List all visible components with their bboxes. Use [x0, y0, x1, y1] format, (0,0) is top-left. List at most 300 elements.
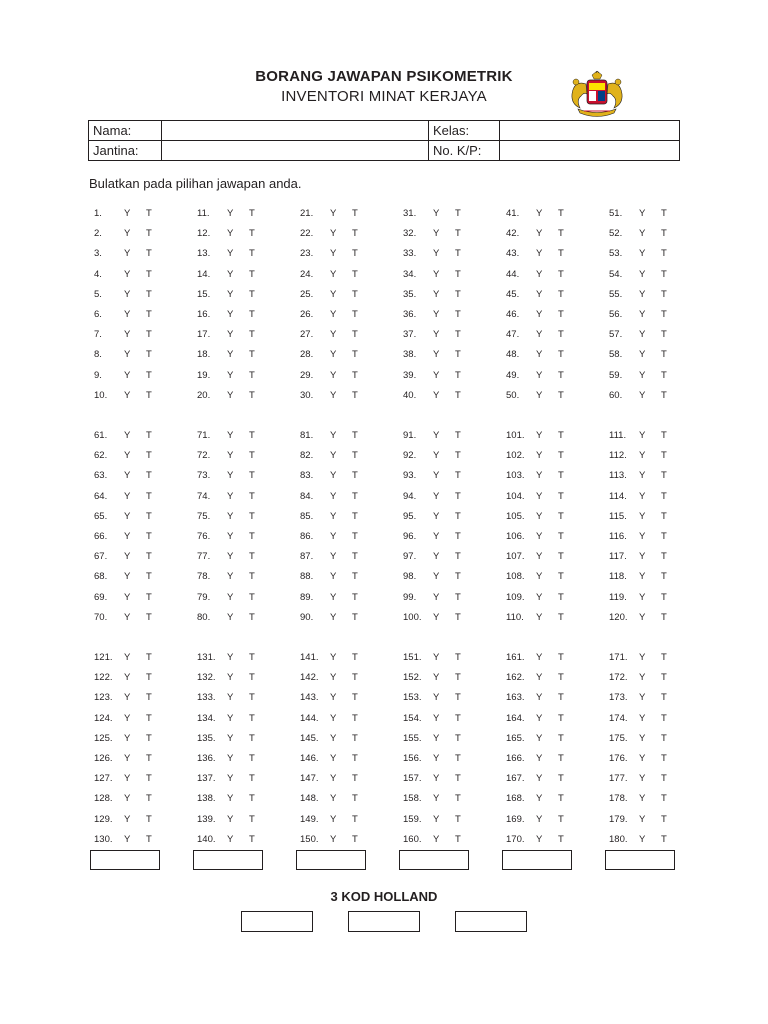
answer-option-no[interactable]: T: [146, 793, 152, 805]
answer-option-no[interactable]: T: [249, 773, 255, 785]
answer-option-yes[interactable]: Y: [536, 652, 543, 663]
answer-option-no[interactable]: T: [146, 369, 152, 381]
answer-option-yes[interactable]: Y: [433, 833, 440, 845]
answer-option-no[interactable]: T: [352, 611, 358, 623]
answer-option-no[interactable]: T: [558, 490, 564, 502]
answer-option-yes[interactable]: Y: [330, 712, 337, 724]
answer-option-no[interactable]: T: [455, 531, 461, 542]
answer-option-yes[interactable]: Y: [433, 773, 440, 785]
answer-option-yes[interactable]: Y: [433, 571, 440, 583]
answer-option-no[interactable]: T: [661, 611, 667, 623]
answer-option-yes[interactable]: Y: [639, 369, 646, 381]
answer-option-yes[interactable]: Y: [433, 793, 440, 805]
answer-option-no[interactable]: T: [455, 732, 461, 744]
answer-option-no[interactable]: T: [146, 551, 152, 563]
answer-option-no[interactable]: T: [249, 248, 255, 260]
answer-option-no[interactable]: T: [249, 753, 255, 764]
answer-option-no[interactable]: T: [249, 712, 255, 724]
answer-option-yes[interactable]: Y: [639, 813, 646, 825]
answer-option-yes[interactable]: Y: [330, 309, 337, 320]
answer-option-yes[interactable]: Y: [124, 652, 131, 663]
answer-option-no[interactable]: T: [146, 268, 152, 280]
answer-option-no[interactable]: T: [455, 349, 461, 361]
answer-option-no[interactable]: T: [558, 349, 564, 361]
answer-option-no[interactable]: T: [249, 389, 255, 401]
ic-number-field[interactable]: [500, 141, 680, 161]
column-score-box-5[interactable]: [502, 850, 572, 870]
answer-option-yes[interactable]: Y: [433, 753, 440, 764]
answer-option-yes[interactable]: Y: [639, 551, 646, 563]
answer-option-no[interactable]: T: [146, 712, 152, 724]
holland-code-box-3[interactable]: [455, 911, 527, 932]
answer-option-no[interactable]: T: [249, 793, 255, 805]
answer-option-yes[interactable]: Y: [639, 611, 646, 623]
answer-option-no[interactable]: T: [558, 531, 564, 542]
answer-option-no[interactable]: T: [249, 672, 255, 684]
answer-option-no[interactable]: T: [558, 208, 564, 219]
answer-option-yes[interactable]: Y: [124, 571, 131, 583]
answer-option-no[interactable]: T: [661, 753, 667, 764]
answer-option-yes[interactable]: Y: [639, 268, 646, 280]
answer-option-yes[interactable]: Y: [227, 712, 234, 724]
answer-option-no[interactable]: T: [661, 652, 667, 663]
answer-option-no[interactable]: T: [558, 813, 564, 825]
answer-option-yes[interactable]: Y: [639, 773, 646, 785]
answer-option-yes[interactable]: Y: [124, 551, 131, 563]
answer-option-no[interactable]: T: [455, 753, 461, 764]
answer-option-no[interactable]: T: [146, 692, 152, 704]
answer-option-yes[interactable]: Y: [227, 228, 234, 240]
answer-option-no[interactable]: T: [558, 773, 564, 785]
answer-option-no[interactable]: T: [146, 490, 152, 502]
answer-option-yes[interactable]: Y: [536, 833, 543, 845]
answer-option-no[interactable]: T: [146, 349, 152, 361]
answer-option-yes[interactable]: Y: [227, 793, 234, 805]
answer-option-no[interactable]: T: [661, 228, 667, 240]
answer-option-no[interactable]: T: [249, 611, 255, 623]
answer-option-no[interactable]: T: [249, 450, 255, 462]
answer-option-yes[interactable]: Y: [433, 510, 440, 522]
answer-option-yes[interactable]: Y: [330, 692, 337, 704]
answer-option-no[interactable]: T: [661, 450, 667, 462]
answer-option-yes[interactable]: Y: [227, 672, 234, 684]
answer-option-yes[interactable]: Y: [433, 268, 440, 280]
answer-option-no[interactable]: T: [455, 268, 461, 280]
answer-option-no[interactable]: T: [352, 470, 358, 482]
answer-option-no[interactable]: T: [146, 611, 152, 623]
answer-option-yes[interactable]: Y: [536, 389, 543, 401]
column-score-box-6[interactable]: [605, 850, 675, 870]
answer-option-yes[interactable]: Y: [124, 732, 131, 744]
answer-option-yes[interactable]: Y: [433, 389, 440, 401]
answer-option-no[interactable]: T: [146, 309, 152, 320]
answer-option-yes[interactable]: Y: [433, 228, 440, 240]
class-field[interactable]: [500, 121, 680, 141]
answer-option-no[interactable]: T: [249, 510, 255, 522]
answer-option-yes[interactable]: Y: [639, 208, 646, 219]
answer-option-no[interactable]: T: [661, 571, 667, 583]
answer-option-yes[interactable]: Y: [124, 288, 131, 300]
answer-option-yes[interactable]: Y: [536, 329, 543, 341]
answer-option-yes[interactable]: Y: [536, 813, 543, 825]
answer-option-yes[interactable]: Y: [227, 692, 234, 704]
answer-option-no[interactable]: T: [455, 389, 461, 401]
answer-option-yes[interactable]: Y: [433, 611, 440, 623]
answer-option-yes[interactable]: Y: [124, 369, 131, 381]
answer-option-yes[interactable]: Y: [433, 288, 440, 300]
answer-option-no[interactable]: T: [558, 591, 564, 603]
answer-option-yes[interactable]: Y: [536, 470, 543, 482]
answer-option-yes[interactable]: Y: [536, 591, 543, 603]
answer-option-yes[interactable]: Y: [227, 510, 234, 522]
answer-option-yes[interactable]: Y: [330, 268, 337, 280]
answer-option-yes[interactable]: Y: [124, 430, 131, 441]
answer-option-yes[interactable]: Y: [536, 773, 543, 785]
answer-option-yes[interactable]: Y: [536, 490, 543, 502]
answer-option-no[interactable]: T: [455, 551, 461, 563]
answer-option-yes[interactable]: Y: [639, 591, 646, 603]
answer-option-no[interactable]: T: [455, 692, 461, 704]
answer-option-yes[interactable]: Y: [639, 510, 646, 522]
answer-option-yes[interactable]: Y: [124, 349, 131, 361]
answer-option-yes[interactable]: Y: [433, 369, 440, 381]
answer-option-no[interactable]: T: [661, 732, 667, 744]
answer-option-yes[interactable]: Y: [536, 268, 543, 280]
answer-option-no[interactable]: T: [455, 712, 461, 724]
answer-option-yes[interactable]: Y: [639, 793, 646, 805]
answer-option-no[interactable]: T: [352, 510, 358, 522]
answer-option-yes[interactable]: Y: [536, 369, 543, 381]
answer-option-no[interactable]: T: [352, 692, 358, 704]
answer-option-yes[interactable]: Y: [124, 450, 131, 462]
answer-option-no[interactable]: T: [455, 288, 461, 300]
answer-option-yes[interactable]: Y: [124, 389, 131, 401]
answer-option-no[interactable]: T: [558, 430, 564, 441]
answer-option-yes[interactable]: Y: [227, 329, 234, 341]
answer-option-yes[interactable]: Y: [639, 470, 646, 482]
answer-option-no[interactable]: T: [455, 490, 461, 502]
answer-option-yes[interactable]: Y: [639, 288, 646, 300]
answer-option-yes[interactable]: Y: [227, 732, 234, 744]
answer-option-no[interactable]: T: [249, 329, 255, 341]
answer-option-no[interactable]: T: [249, 591, 255, 603]
answer-option-yes[interactable]: Y: [433, 732, 440, 744]
answer-option-no[interactable]: T: [455, 369, 461, 381]
answer-option-no[interactable]: T: [455, 510, 461, 522]
answer-option-yes[interactable]: Y: [639, 248, 646, 260]
answer-option-no[interactable]: T: [146, 773, 152, 785]
answer-option-no[interactable]: T: [455, 309, 461, 320]
answer-option-yes[interactable]: Y: [330, 833, 337, 845]
answer-option-no[interactable]: T: [352, 712, 358, 724]
answer-option-yes[interactable]: Y: [330, 490, 337, 502]
answer-option-yes[interactable]: Y: [227, 248, 234, 260]
answer-option-no[interactable]: T: [661, 793, 667, 805]
answer-option-no[interactable]: T: [352, 813, 358, 825]
answer-option-yes[interactable]: Y: [124, 813, 131, 825]
answer-option-yes[interactable]: Y: [330, 248, 337, 260]
answer-option-yes[interactable]: Y: [330, 672, 337, 684]
answer-option-yes[interactable]: Y: [124, 490, 131, 502]
answer-option-no[interactable]: T: [661, 531, 667, 542]
answer-option-no[interactable]: T: [146, 672, 152, 684]
answer-option-no[interactable]: T: [146, 753, 152, 764]
answer-option-no[interactable]: T: [352, 208, 358, 219]
answer-option-yes[interactable]: Y: [330, 208, 337, 219]
answer-option-no[interactable]: T: [249, 732, 255, 744]
answer-option-no[interactable]: T: [661, 248, 667, 260]
answer-option-yes[interactable]: Y: [227, 833, 234, 845]
answer-option-no[interactable]: T: [558, 288, 564, 300]
answer-option-yes[interactable]: Y: [330, 450, 337, 462]
answer-option-yes[interactable]: Y: [124, 531, 131, 542]
answer-option-yes[interactable]: Y: [330, 329, 337, 341]
answer-option-no[interactable]: T: [352, 309, 358, 320]
answer-option-yes[interactable]: Y: [639, 672, 646, 684]
answer-option-no[interactable]: T: [661, 309, 667, 320]
answer-option-yes[interactable]: Y: [227, 571, 234, 583]
answer-option-yes[interactable]: Y: [124, 268, 131, 280]
answer-option-yes[interactable]: Y: [536, 611, 543, 623]
answer-option-no[interactable]: T: [352, 288, 358, 300]
answer-option-yes[interactable]: Y: [124, 591, 131, 603]
answer-option-no[interactable]: T: [558, 672, 564, 684]
answer-option-no[interactable]: T: [661, 208, 667, 219]
answer-option-yes[interactable]: Y: [124, 773, 131, 785]
answer-option-no[interactable]: T: [558, 470, 564, 482]
answer-option-no[interactable]: T: [352, 753, 358, 764]
answer-option-no[interactable]: T: [352, 430, 358, 441]
answer-option-no[interactable]: T: [146, 571, 152, 583]
answer-option-yes[interactable]: Y: [330, 773, 337, 785]
answer-option-no[interactable]: T: [249, 288, 255, 300]
answer-option-yes[interactable]: Y: [330, 510, 337, 522]
answer-option-no[interactable]: T: [146, 591, 152, 603]
column-score-box-4[interactable]: [399, 850, 469, 870]
answer-option-yes[interactable]: Y: [536, 450, 543, 462]
answer-option-yes[interactable]: Y: [433, 349, 440, 361]
answer-option-no[interactable]: T: [249, 813, 255, 825]
answer-option-no[interactable]: T: [455, 652, 461, 663]
answer-option-yes[interactable]: Y: [433, 450, 440, 462]
answer-option-no[interactable]: T: [661, 490, 667, 502]
answer-option-yes[interactable]: Y: [227, 773, 234, 785]
answer-option-no[interactable]: T: [146, 470, 152, 482]
answer-option-no[interactable]: T: [146, 833, 152, 845]
answer-option-no[interactable]: T: [249, 349, 255, 361]
answer-option-yes[interactable]: Y: [639, 692, 646, 704]
answer-option-yes[interactable]: Y: [124, 793, 131, 805]
answer-option-no[interactable]: T: [558, 793, 564, 805]
answer-option-yes[interactable]: Y: [433, 248, 440, 260]
answer-option-yes[interactable]: Y: [536, 228, 543, 240]
answer-option-no[interactable]: T: [455, 833, 461, 845]
answer-option-no[interactable]: T: [352, 591, 358, 603]
answer-option-no[interactable]: T: [558, 712, 564, 724]
answer-option-no[interactable]: T: [352, 732, 358, 744]
answer-option-no[interactable]: T: [455, 813, 461, 825]
name-field[interactable]: [162, 121, 429, 141]
answer-option-yes[interactable]: Y: [433, 551, 440, 563]
answer-option-no[interactable]: T: [352, 490, 358, 502]
answer-option-no[interactable]: T: [455, 329, 461, 341]
answer-option-no[interactable]: T: [661, 510, 667, 522]
answer-option-no[interactable]: T: [558, 833, 564, 845]
answer-option-no[interactable]: T: [146, 248, 152, 260]
answer-option-yes[interactable]: Y: [536, 208, 543, 219]
answer-option-yes[interactable]: Y: [124, 753, 131, 764]
answer-option-yes[interactable]: Y: [330, 389, 337, 401]
answer-option-no[interactable]: T: [352, 551, 358, 563]
answer-option-yes[interactable]: Y: [330, 813, 337, 825]
answer-option-yes[interactable]: Y: [536, 793, 543, 805]
answer-option-no[interactable]: T: [661, 712, 667, 724]
answer-option-no[interactable]: T: [661, 430, 667, 441]
answer-option-no[interactable]: T: [455, 228, 461, 240]
answer-option-yes[interactable]: Y: [433, 531, 440, 542]
answer-option-yes[interactable]: Y: [536, 571, 543, 583]
answer-option-no[interactable]: T: [661, 833, 667, 845]
answer-option-yes[interactable]: Y: [536, 712, 543, 724]
answer-option-yes[interactable]: Y: [124, 309, 131, 320]
answer-option-no[interactable]: T: [352, 228, 358, 240]
answer-option-yes[interactable]: Y: [536, 309, 543, 320]
answer-option-yes[interactable]: Y: [227, 551, 234, 563]
answer-option-no[interactable]: T: [455, 591, 461, 603]
answer-option-yes[interactable]: Y: [227, 591, 234, 603]
answer-option-no[interactable]: T: [455, 773, 461, 785]
answer-option-no[interactable]: T: [661, 470, 667, 482]
answer-option-no[interactable]: T: [249, 490, 255, 502]
answer-option-no[interactable]: T: [146, 329, 152, 341]
answer-option-no[interactable]: T: [455, 248, 461, 260]
answer-option-yes[interactable]: Y: [330, 793, 337, 805]
column-score-box-3[interactable]: [296, 850, 366, 870]
answer-option-yes[interactable]: Y: [433, 329, 440, 341]
answer-option-yes[interactable]: Y: [639, 833, 646, 845]
answer-option-yes[interactable]: Y: [433, 672, 440, 684]
answer-option-yes[interactable]: Y: [433, 591, 440, 603]
answer-option-no[interactable]: T: [249, 551, 255, 563]
answer-option-yes[interactable]: Y: [639, 450, 646, 462]
answer-option-no[interactable]: T: [146, 531, 152, 542]
answer-option-yes[interactable]: Y: [536, 672, 543, 684]
answer-option-yes[interactable]: Y: [227, 450, 234, 462]
answer-option-yes[interactable]: Y: [330, 591, 337, 603]
answer-option-yes[interactable]: Y: [227, 208, 234, 219]
answer-option-yes[interactable]: Y: [433, 309, 440, 320]
answer-option-yes[interactable]: Y: [124, 712, 131, 724]
answer-option-yes[interactable]: Y: [330, 430, 337, 441]
answer-option-no[interactable]: T: [455, 672, 461, 684]
answer-option-yes[interactable]: Y: [639, 228, 646, 240]
answer-option-yes[interactable]: Y: [433, 470, 440, 482]
answer-option-no[interactable]: T: [661, 591, 667, 603]
answer-option-no[interactable]: T: [249, 208, 255, 219]
answer-option-yes[interactable]: Y: [330, 349, 337, 361]
answer-option-no[interactable]: T: [558, 228, 564, 240]
answer-option-no[interactable]: T: [146, 450, 152, 462]
answer-option-yes[interactable]: Y: [639, 490, 646, 502]
answer-option-yes[interactable]: Y: [330, 753, 337, 764]
answer-option-yes[interactable]: Y: [227, 753, 234, 764]
answer-option-yes[interactable]: Y: [330, 228, 337, 240]
answer-option-yes[interactable]: Y: [124, 248, 131, 260]
answer-option-no[interactable]: T: [352, 349, 358, 361]
answer-option-yes[interactable]: Y: [433, 652, 440, 663]
answer-option-no[interactable]: T: [352, 450, 358, 462]
answer-option-no[interactable]: T: [558, 551, 564, 563]
answer-option-no[interactable]: T: [558, 309, 564, 320]
answer-option-no[interactable]: T: [146, 389, 152, 401]
answer-option-yes[interactable]: Y: [536, 551, 543, 563]
answer-option-no[interactable]: T: [661, 389, 667, 401]
answer-option-no[interactable]: T: [558, 248, 564, 260]
answer-option-no[interactable]: T: [352, 268, 358, 280]
answer-option-no[interactable]: T: [146, 430, 152, 441]
answer-option-yes[interactable]: Y: [330, 470, 337, 482]
answer-option-no[interactable]: T: [558, 268, 564, 280]
answer-option-yes[interactable]: Y: [639, 329, 646, 341]
answer-option-no[interactable]: T: [249, 268, 255, 280]
answer-option-no[interactable]: T: [249, 652, 255, 663]
answer-option-no[interactable]: T: [352, 773, 358, 785]
answer-option-no[interactable]: T: [249, 309, 255, 320]
answer-option-yes[interactable]: Y: [639, 652, 646, 663]
answer-option-yes[interactable]: Y: [536, 692, 543, 704]
answer-option-yes[interactable]: Y: [536, 531, 543, 542]
answer-option-yes[interactable]: Y: [536, 510, 543, 522]
answer-option-yes[interactable]: Y: [536, 288, 543, 300]
answer-option-yes[interactable]: Y: [124, 510, 131, 522]
answer-option-no[interactable]: T: [661, 551, 667, 563]
answer-option-yes[interactable]: Y: [124, 208, 131, 219]
answer-option-no[interactable]: T: [352, 672, 358, 684]
answer-option-yes[interactable]: Y: [639, 309, 646, 320]
answer-option-no[interactable]: T: [352, 369, 358, 381]
answer-option-yes[interactable]: Y: [433, 430, 440, 441]
answer-option-no[interactable]: T: [352, 389, 358, 401]
answer-option-no[interactable]: T: [558, 389, 564, 401]
answer-option-no[interactable]: T: [249, 531, 255, 542]
answer-option-no[interactable]: T: [249, 833, 255, 845]
answer-option-no[interactable]: T: [455, 611, 461, 623]
answer-option-no[interactable]: T: [661, 773, 667, 785]
answer-option-yes[interactable]: Y: [639, 732, 646, 744]
answer-option-no[interactable]: T: [661, 329, 667, 341]
answer-option-yes[interactable]: Y: [124, 470, 131, 482]
answer-option-yes[interactable]: Y: [536, 732, 543, 744]
answer-option-yes[interactable]: Y: [330, 611, 337, 623]
answer-option-no[interactable]: T: [249, 692, 255, 704]
answer-option-yes[interactable]: Y: [330, 571, 337, 583]
answer-option-yes[interactable]: Y: [124, 329, 131, 341]
answer-option-yes[interactable]: Y: [433, 712, 440, 724]
answer-option-no[interactable]: T: [352, 531, 358, 542]
answer-option-no[interactable]: T: [352, 248, 358, 260]
answer-option-no[interactable]: T: [455, 430, 461, 441]
answer-option-no[interactable]: T: [146, 652, 152, 663]
answer-option-no[interactable]: T: [352, 652, 358, 663]
answer-option-yes[interactable]: Y: [227, 531, 234, 542]
answer-option-yes[interactable]: Y: [330, 732, 337, 744]
answer-option-yes[interactable]: Y: [227, 309, 234, 320]
answer-option-yes[interactable]: Y: [536, 753, 543, 764]
answer-option-no[interactable]: T: [249, 430, 255, 441]
column-score-box-1[interactable]: [90, 850, 160, 870]
answer-option-yes[interactable]: Y: [227, 470, 234, 482]
answer-option-yes[interactable]: Y: [227, 389, 234, 401]
